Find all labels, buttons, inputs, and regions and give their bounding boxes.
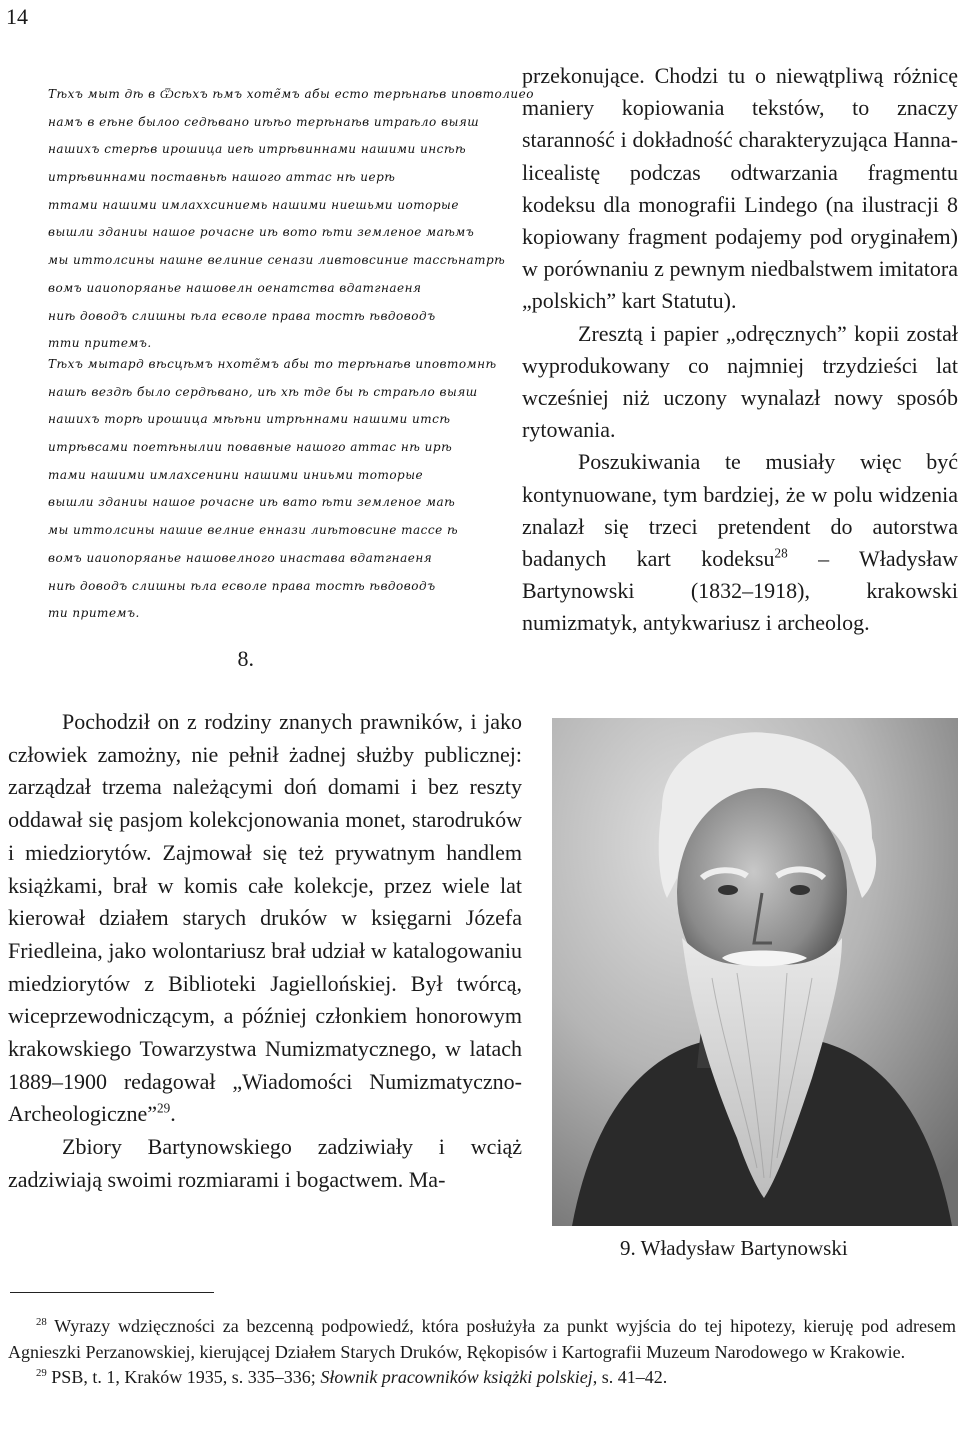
footnotes	[8, 1314, 956, 1391]
manuscript-line: вомъ иаиопоряанье нашовелного инастава вдатгнаеня	[48, 550, 433, 565]
footnote-ref-29[interactable]: 29	[157, 1101, 171, 1117]
manuscript-line: мы иттолсины нашне велиние сенази ливтовсиние тассѣнатрѣ	[48, 253, 506, 268]
manuscript-line: вышли зданиы нашое рочасне иѣ вото ѣти земленое маѣмъ	[48, 225, 475, 240]
manuscript-line: ттами нашими имлаххсиниемь нашими ниешьми иоторые	[48, 197, 459, 212]
paragraph-text-end: – Władysław Bartynowski (1832–1918), krakowski numizmatyk, antykwariusz i archeolog.	[522, 546, 958, 636]
manuscript-line: тти притемъ.	[48, 336, 152, 351]
manuscript-line: ниѣ доводъ слишны ѣла есволе права тостѣ ѣвдоводъ	[48, 578, 436, 593]
manuscript-line: Тѣхъ мыт дѣ в Ѿсѣхъ ѣмъ хоте̃мъ абы есто терѣнаѣв иповтолиeо	[48, 87, 534, 101]
paragraph: Zbiory Bartynowskiego zadziwiały i wciąż zadziwiają swoimi rozmiarami i bogactwem. Ma-	[8, 1134, 522, 1192]
footnote-title-italic: Słownik pracowników książki polskiej	[320, 1367, 593, 1388]
manuscript-line: итрѣвсами поетѣнылии повавные нашого аттас нѣ ирѣ	[48, 440, 453, 455]
footnote-29	[8, 1365, 956, 1391]
manuscript-line: намъ в еѣне былоо седѣвано иѣѣо терѣнаѣв итраѣло выяш	[48, 114, 480, 129]
paragraph: Zresztą i papier „odręcznych” kopii został wyprodukowany co najmniej trzydzieści lat wcześniej niż uczony wynalazł nowy sposób rytowania.	[522, 320, 958, 443]
footnote-text: Wyrazy wdzięczności za bezcenną podpowiedź, która posłużyła za punkt wyjścia do tej hipotezy, kieruję pod adresem Agnieszki Perzanowskiej, kierującej Działem Starych Druków, Rękopisów i Kartografii Muzeum Narodowego w Krakowie.	[8, 1316, 956, 1362]
portrait-photo	[552, 718, 958, 1226]
footnote-number: 29	[36, 1367, 47, 1380]
footnote-text: PSB, t. 1, Kraków 1935, s. 335–336;	[46, 1367, 321, 1388]
page-number: 14	[6, 4, 28, 29]
paragraph-text-end: .	[170, 1101, 176, 1127]
paragraph	[522, 446, 958, 639]
manuscript-line: вомъ иаиопоряанье нашовелн оенатства вдатгнаеня	[48, 280, 422, 295]
figure-8-caption: 8.	[237, 646, 254, 671]
left-body-text	[8, 706, 522, 1197]
footnote-divider	[10, 1292, 214, 1293]
manuscript-line: итрѣвиннами поставньѣ нашого аттас нѣ иерѣ	[48, 170, 396, 185]
right-column	[522, 60, 958, 640]
paragraph-text: Poszukiwania te musiały więc być kontynuowane, tym bardziej, że w polu widzenia znalazł się trzeci pretendent do autorstwa badanych kart kodeksu	[522, 449, 958, 572]
manuscript-line: нашѣ вездѣ было сердѣвано, иѣ хѣ тде бы ѣ страѣло выяш	[48, 384, 478, 399]
paragraph-text: Pochodził on z rodziny znanych prawników, i jako człowiek zamożny, nie pełnił żadnej służby publicznej: zarządzał trzema należącymi doń domami i bez reszty oddawał się pasjom kolekcjonowania monet, starodruków i miedziorytów. Zajmował się też prywatnym handlem książkami, brał w komis całe kolekcje, przez wiele lat kierował działem starych druków w księgarni Józefa Friedleina, jako wolontariusz brał udział w katalogowaniu miedziorytów z Biblioteki Jagiellońskiej. Był twórcą, wiceprzewodniczącym, a później członkiem honorowym krakowskiego Towarzystwa Numizmatycznego, w latach 1889–1900 redagował „Wiadomości Numizmatyczno-Archeologiczne”	[8, 709, 522, 1127]
footnote-ref-28[interactable]: 28	[774, 545, 788, 561]
manuscript-line: нашихъ стерѣв ирошица иеѣ итрѣвиннами нашими инсѣѣ	[48, 142, 467, 157]
paragraph: przekonujące. Chodzi tu o niewątpliwą różnicę maniery kopiowania tekstów, to znaczy staranność i dokładność charakteryzująca Hanna-licealistę podczas odtwarzania fragmentu kodeksu dla monografii Lindego (na ilustracji 8 kopiowany fragment podajemy pod oryginałem) w porównaniu z pewnym niedbalstwem imitatora „polskich” kart Statutu).	[522, 63, 958, 314]
manuscript-line: ти притемъ.	[48, 606, 140, 621]
manuscript-line: мы иттолсины нашие велние еннази лиѣтовсине тассе ѣ	[48, 523, 459, 538]
manuscript-line: Тѣхъ мытард вѣсцѣмъ нхоте̃мъ абы то терѣнаѣв иповтомнѣ	[48, 357, 497, 371]
manuscript-original-block	[48, 84, 534, 361]
footnote-text-end: , s. 41–42.	[592, 1367, 668, 1388]
manuscript-line: тами нашими имлахсенини нашими иниьми тоторые	[48, 467, 424, 482]
figure-9-caption: 9. Władysław Bartynowski	[620, 1236, 848, 1260]
manuscript-line: ниѣ доводъ слишны ѣла есволе права тостѣ ѣвдоводъ	[48, 308, 436, 323]
left-column	[8, 70, 534, 1192]
paragraph	[8, 706, 522, 1131]
manuscript-line: вышли зданиы нашое рочасне иѣ вато ѣти земленое маѣ	[48, 495, 456, 510]
figure-8-manuscript	[8, 70, 534, 671]
manuscript-line: нашихъ торѣ ирошица мѣѣни итрѣннами нашими итсѣ	[48, 412, 451, 427]
footnote-28	[8, 1314, 956, 1365]
manuscript-copy-block	[48, 354, 497, 631]
footnote-number: 28	[36, 1316, 47, 1328]
